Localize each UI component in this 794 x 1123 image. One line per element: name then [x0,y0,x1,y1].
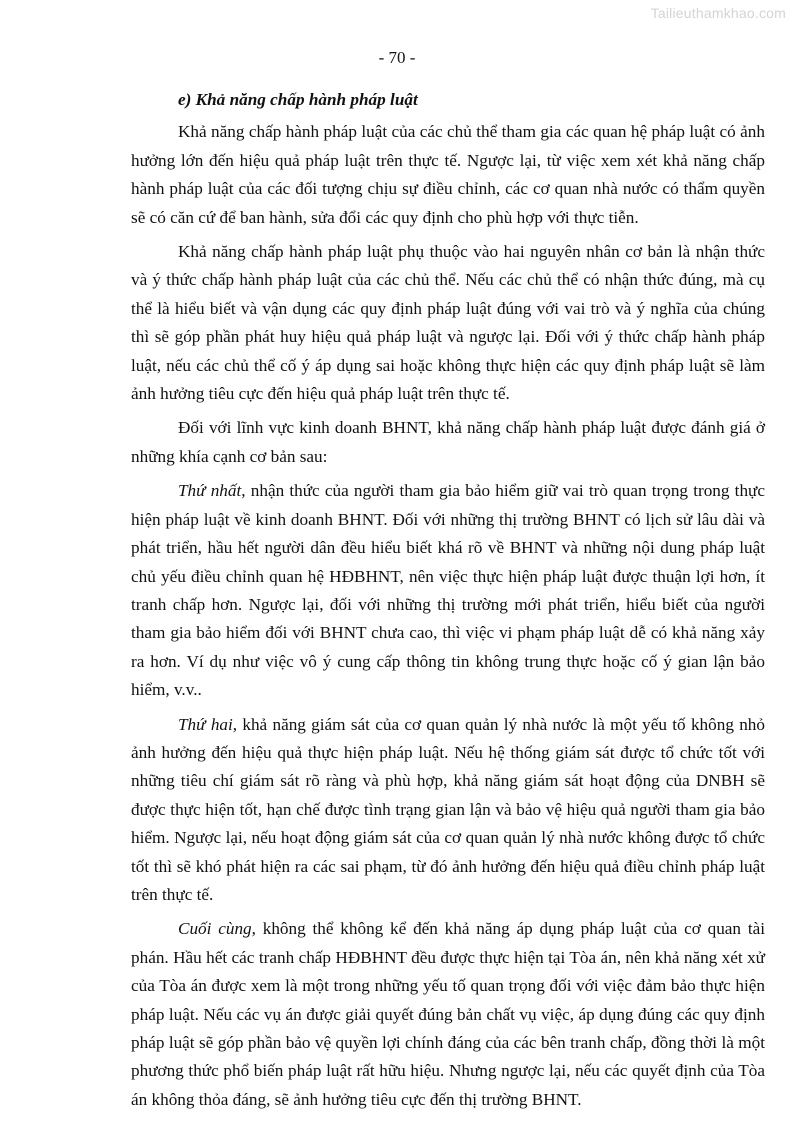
paragraph-text: Khả năng chấp hành pháp luật của các chủ thể tham gia các quan hệ pháp luật có ảnh hưởng lớn đến hiệu quả pháp luật trên thực tế. Ngược lại, từ việc xem xét khả năng chấp hành pháp luật của các đối tượng chịu sự điều chỉnh, các cơ quan nhà nước có thẩm quyền sẽ có căn cứ để ban hành, sửa đổi các quy định cho phù hợp với thực tiễn. [131,122,765,227]
paragraph-text: Đối với lĩnh vực kinh doanh BHNT, khả năng chấp hành pháp luật được đánh giá ở những khía cạnh cơ bản sau: [131,418,765,466]
paragraph-5 [131,711,765,910]
paragraph-text: , khả năng giám sát của cơ quan quản lý nhà nước là một yếu tố không nhỏ ảnh hưởng đến hiệu quả thực hiện pháp luật. Nếu hệ thống giám sát được tổ chức tốt với những tiêu chí giám sát rõ ràng và phù hợp, khả năng giám sát hoạt động của DNBH sẽ được thực hiện tốt, hạn chế được tình trạng gian lận và bảo vệ hiệu quả người tham gia bảo hiểm. Ngược lại, nếu hoạt động giám sát của cơ quan quản lý nhà nước không được tổ chức tốt thì sẽ khó phát hiện ra các sai phạm, từ đó ảnh hưởng đến hiệu quả điều chỉnh pháp luật trên thực tế. [131,714,765,904]
watermark: Tailieuthamkhao.com [650,5,786,21]
paragraph-4 [131,477,765,704]
paragraph-lead: Thứ nhất [178,481,242,501]
paragraph-lead: Thứ hai [178,714,233,734]
paragraph-text: , không thể không kể đến khả năng áp dụng pháp luật của cơ quan tài phán. Hầu hết các tranh chấp HĐBHNT đều được thực hiện tại Tòa án, nên khả năng xét xử của Tòa án được xem là một trong những yếu tố quan trọng đối với việc đảm bảo thực hiện pháp luật. Nếu các vụ án được giải quyết đúng bản chất vụ việc, áp dụng đúng các quy định pháp luật sẽ góp phần bảo vệ quyền lợi chính đáng của các bên tranh chấp, đồng thời là một phương thức phổ biến pháp luật rất hữu hiệu. Nhưng ngược lại, nếu các quyết định của Tòa án không thỏa đáng, sẽ ảnh hưởng tiêu cực đến thị trường BHNT. [131,919,765,1109]
paragraph-1 [131,118,765,232]
paragraph-text: Khả năng chấp hành pháp luật phụ thuộc vào hai nguyên nhân cơ bản là nhận thức và ý thức chấp hành pháp luật của các chủ thể. Nếu các chủ thể có nhận thức đúng, mà cụ thể là hiểu biết và vận dụng các quy định pháp luật đúng với vai trò và ý nghĩa của chúng thì sẽ góp phần phát huy hiệu quả pháp luật và ngược lại. Đối với ý thức chấp hành pháp luật, nếu các chủ thể cố ý áp dụng sai hoặc không thực hiện các quy định pháp luật sẽ làm ảnh hưởng tiêu cực đến hiệu quả pháp luật trên thực tế. [131,242,765,404]
document-body [131,86,765,1120]
paragraph-lead: Cuối cùng [178,919,252,939]
page-number: - 70 - [378,48,416,67]
paragraph-3 [131,414,765,471]
paragraph-text: , nhận thức của người tham gia bảo hiểm giữ vai trò quan trọng trong thực hiện pháp luật về kinh doanh BHNT. Đối với những thị trường BHNT có lịch sử lâu dài và phát triển, hầu hết người dân đều hiểu biết khá rõ về BHNT và những nội dung pháp luật chủ yếu điều chỉnh quan hệ HĐBHNT, nên việc thực hiện pháp luật được thuận lợi hơn, ít tranh chấp hơn. Ngược lại, đối với những thị trường mới phát triển, hiểu biết của người tham gia bảo hiểm đối với BHNT chưa cao, thì việc vi phạm pháp luật dễ có khả năng xảy ra hơn. Ví dụ như việc vô ý cung cấp thông tin không trung thực hoặc cố ý gian lận bảo hiểm, v.v.. [131,481,765,700]
section-title: e) Khả năng chấp hành pháp luật [178,90,418,109]
paragraph-6 [131,915,765,1114]
paragraph-2 [131,238,765,408]
